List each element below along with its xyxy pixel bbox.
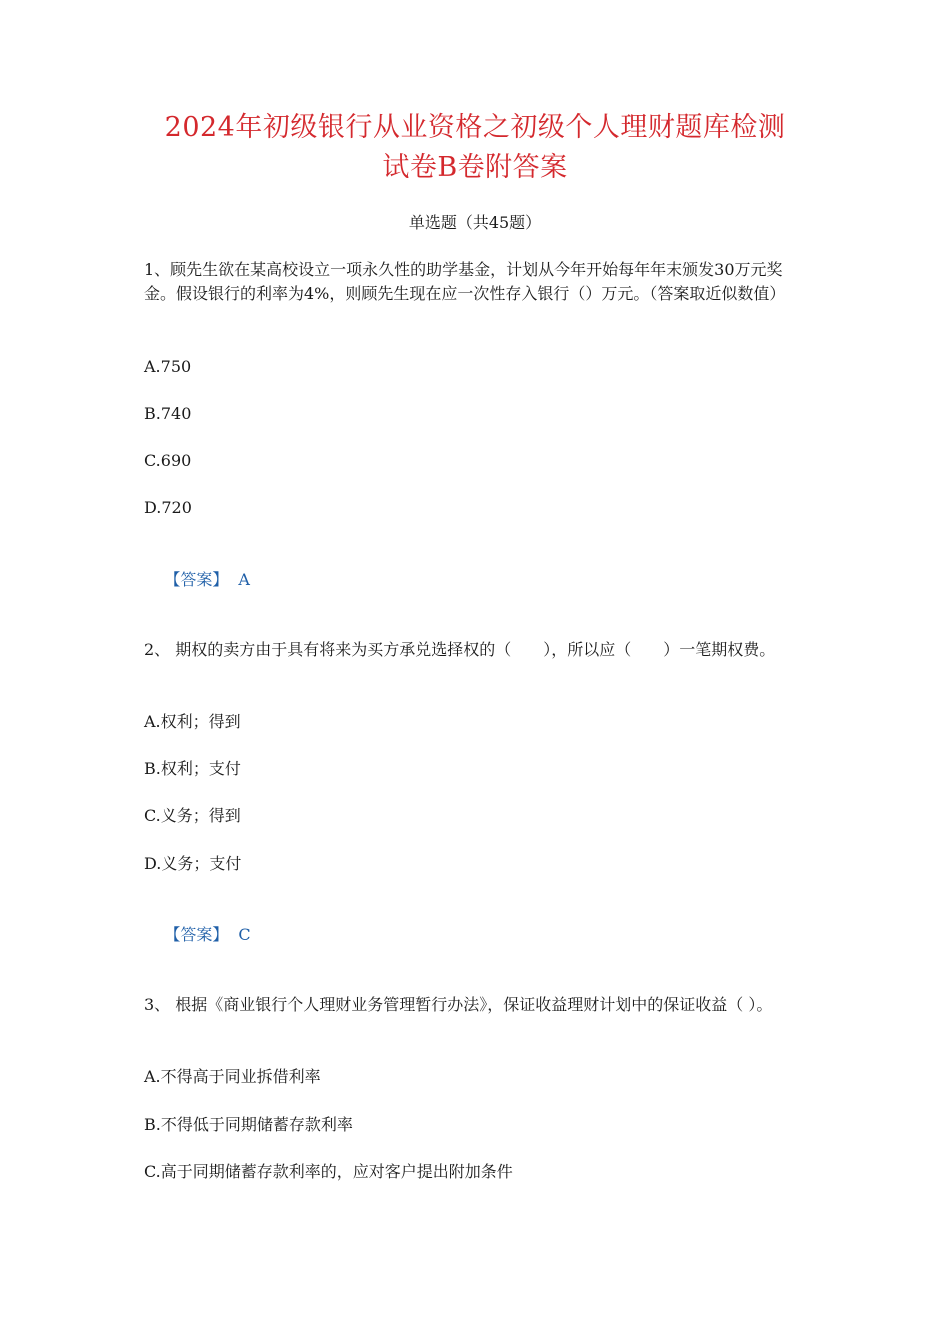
option-d: D.义务；支付 xyxy=(144,854,242,873)
answer-line xyxy=(144,544,250,616)
answer-line xyxy=(144,899,251,971)
option-a: A.不得高于同业拆借利率 xyxy=(144,1067,321,1086)
question-2 xyxy=(144,638,809,662)
option-a: A.权利；得到 xyxy=(144,712,241,731)
title-line-2: 试卷B卷附答案 xyxy=(382,152,568,183)
answer-label: 【答案】 xyxy=(164,570,229,589)
option-b: B.不得低于同期储蓄存款利率 xyxy=(144,1115,353,1134)
option-a: A.750 xyxy=(144,357,192,376)
option-b: B.740 xyxy=(144,404,192,423)
answer-value: C xyxy=(238,925,251,944)
document-title xyxy=(60,108,890,188)
question-1 xyxy=(144,258,809,306)
title-line-1: 2024年初级银行从业资格之初级个人理财题库检测 xyxy=(164,112,786,143)
question-text: 3、 根据《商业银行个人理财业务管理暂行办法》，保证收益理财计划中的保证收益（ ）。 xyxy=(144,995,773,1014)
option-c: C.义务；得到 xyxy=(144,806,241,825)
question-text: 2、 期权的卖方由于具有将来为买方承兑选择权的（ ），所以应（ ）一笔期权费。 xyxy=(144,640,776,659)
answer-value: A xyxy=(238,570,250,589)
option-d: D.720 xyxy=(144,498,192,517)
section-heading: 单选题（共45题） xyxy=(408,213,542,232)
option-c: C.高于同期储蓄存款利率的，应对客户提出附加条件 xyxy=(144,1162,513,1181)
option-c: C.690 xyxy=(144,451,192,470)
option-b: B.权利；支付 xyxy=(144,759,241,778)
question-text: 1、顾先生欲在某高校设立一项永久性的助学基金，计划从今年开始每年年末颁发30万元奖金。假设银行的利率为4%，则顾先生现在应一次性存入银行（）万元。（答案取近似数值） xyxy=(144,260,786,303)
question-3 xyxy=(144,993,809,1017)
answer-label: 【答案】 xyxy=(164,925,229,944)
